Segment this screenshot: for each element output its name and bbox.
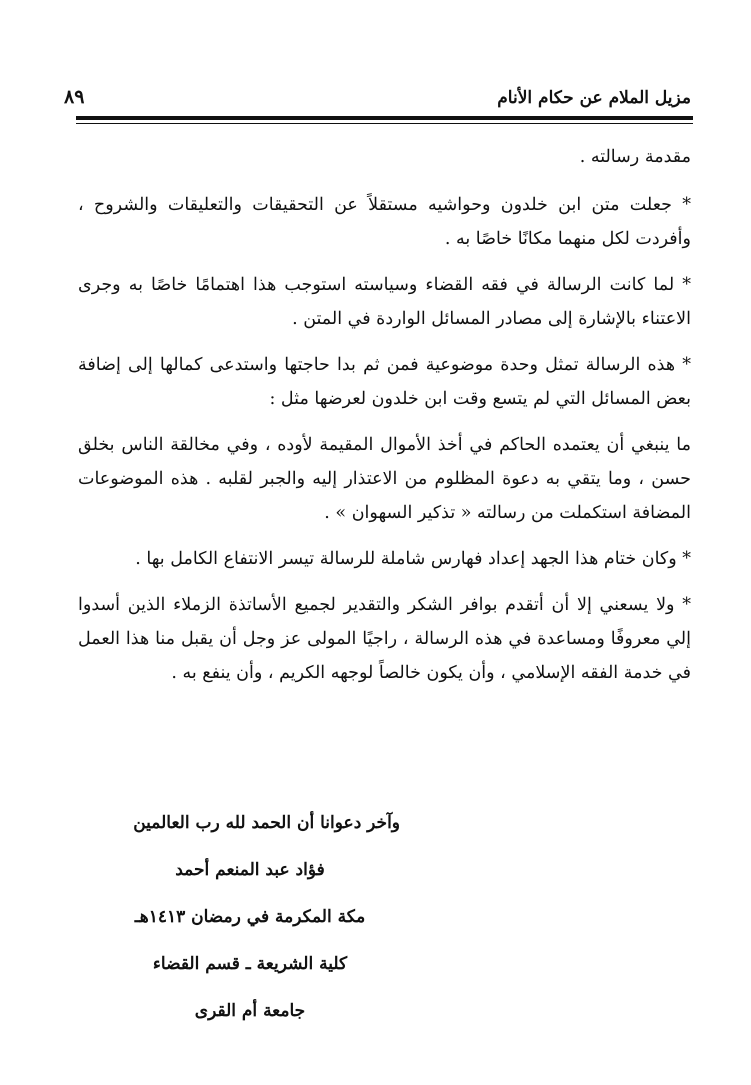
paragraph-unity: * هذه الرسالة تمثل وحدة موضوعية فمن ثم بدا حاجتها واستدعى كمالها إلى إضافة بعض المسائل التي لم يتسع وقت ابن خلدون لعرضها مثل : [78,355,691,409]
header-rule-thin [76,123,693,124]
book-title: مزيل الملام عن حكام الأنام [497,88,691,108]
closing-signature [100,800,400,1035]
body-text [78,140,691,702]
author-name: فؤاد عبد المنعم أحمد [175,860,325,880]
header-rule-thick [76,116,693,120]
paragraph-matn: * جعلت متن ابن خلدون وحواشيه مستقلاً عن التحقيقات والتعليقات والشروح ، وأفردت لكل منهما مكانًا خاصًا به . [78,195,691,249]
page-number: ٨٩ [64,86,85,108]
paragraph-thanks: * ولا يسعني إلا أن أتقدم بوافر الشكر والتقدير لجميع الأساتذة الزملاء الذين أسدوا إلي معروفًا ومساعدة في هذه الرسالة ، راجيًا المولى عز وجل أن يقبل منا هذا العمل في خدمة الفقه الإسلامي ، وأن يكون خالصاً لوجهه الكريم ، وأن ينفع به . [78,595,691,683]
paragraph-sources: * لما كانت الرسالة في فقه القضاء وسياسته استوجب هذا اهتمامًا خاصًا به وجرى الاعتناء بالإشارة إلى مصادر المسائل الواردة في المتن . [78,275,691,329]
closing-prayer: وآخر دعوانا أن الحمد لله رب العالمين [133,813,400,833]
paragraph-intro-end: مقدمة رسالته . [579,147,691,167]
faculty: كلية الشريعة ـ قسم القضاء [152,954,348,974]
university: جامعة أم القرى [194,1001,306,1021]
running-header [60,80,691,116]
place-date: مكة المكرمة في رمضان ١٤١٣هـ [134,907,366,927]
paragraph-indexes: * وكان ختام هذا الجهد إعداد فهارس شاملة للرسالة تيسر الانتفاع الكامل بها . [135,549,691,569]
paragraph-added-topics: ما ينبغي أن يعتمده الحاكم في أخذ الأموال المقيمة لأوده ، وفي مخالقة الناس بخلق حسن ، وما يتقي به دعوة المظلوم من الاعتذار إليه والجبر لقلبه . هذه الموضوعات المضافة استكملت من رسالته « تذكير السهوان » . [78,435,691,523]
